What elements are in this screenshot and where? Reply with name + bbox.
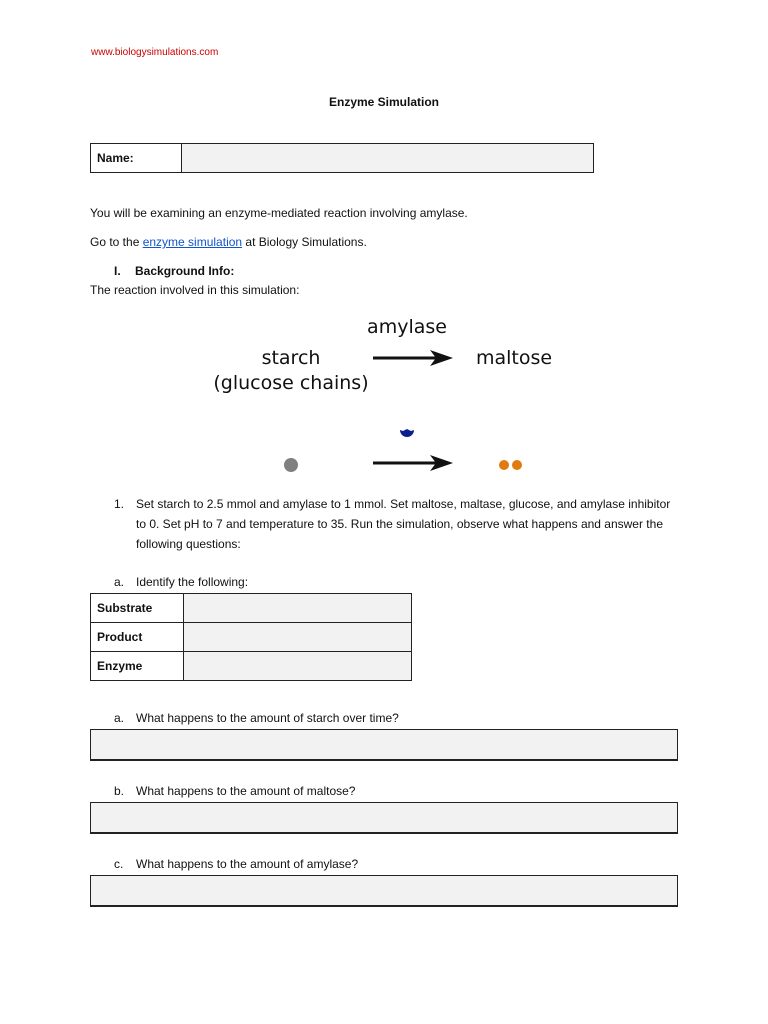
substrate-sublabel: (glucose chains) [213, 372, 369, 394]
name-field[interactable] [182, 144, 594, 173]
section-heading [114, 264, 234, 278]
table-row [91, 594, 412, 623]
subquestion-b [114, 784, 355, 798]
reaction-arrow-top [373, 350, 453, 366]
table-row [91, 652, 412, 681]
maltose-particle-1 [499, 460, 509, 470]
subquestion-b-text: What happens to the amount of maltose? [136, 784, 356, 798]
subquestion-c-text: What happens to the amount of amylase? [136, 857, 359, 871]
identify-text: Identify the following: [136, 575, 249, 589]
enzyme-label: amylase [367, 316, 447, 338]
maltose-answer-box[interactable] [90, 802, 678, 834]
substrate-label: starch [261, 347, 321, 369]
product-label: maltose [475, 347, 553, 369]
name-label: Name: [91, 144, 182, 173]
identify-table [90, 593, 412, 681]
subquestion-a-text: What happens to the amount of starch over time? [136, 711, 399, 725]
identify-number: a. [114, 575, 125, 589]
substrate-label-cell: Substrate [91, 594, 184, 623]
intro-line-2 [90, 235, 367, 249]
question-1 [114, 494, 674, 554]
intro-line-2-prefix: Go to the [90, 235, 143, 249]
maltose-particle-2 [512, 460, 522, 470]
document-title: Enzyme Simulation [328, 95, 440, 109]
subquestion-c-number: c. [114, 857, 124, 871]
question-1-number: 1. [114, 497, 125, 511]
identify-prompt [114, 575, 248, 589]
table-row [91, 623, 412, 652]
section-intro-text: The reaction involved in this simulation: [90, 283, 300, 297]
enzyme-label-cell: Enzyme [91, 652, 184, 681]
subquestion-a-number: a. [114, 711, 125, 725]
subquestion-a [114, 711, 399, 725]
subquestion-c [114, 857, 358, 871]
amylase-answer-box[interactable] [90, 875, 678, 907]
reaction-diagram [200, 308, 570, 478]
website-link[interactable]: www.biologysimulations.com [91, 47, 219, 58]
section-title: Background Info: [135, 264, 235, 278]
starch-particle [284, 458, 298, 472]
enzyme-simulation-link[interactable]: enzyme simulation [142, 235, 243, 249]
intro-line-2-suffix: at Biology Simulations. [242, 235, 367, 249]
intro-line-1: You will be examining an enzyme-mediated reaction involving amylase. [90, 206, 468, 220]
question-1-text: Set starch to 2.5 mmol and amylase to 1 mmol. Set maltose, maltase, glucose, and amylase inhibitor to 0. Set pH to 7 and temperature to 35. Run the simulation, observe what happens and answer the following questions: [136, 497, 671, 551]
amylase-particle [400, 429, 414, 437]
name-table [90, 143, 594, 173]
section-number: I. [114, 264, 121, 278]
product-answer-field[interactable] [184, 623, 412, 652]
starch-answer-box[interactable] [90, 729, 678, 761]
enzyme-answer-field[interactable] [184, 652, 412, 681]
product-label-cell: Product [91, 623, 184, 652]
subquestion-b-number: b. [114, 784, 125, 798]
substrate-answer-field[interactable] [184, 594, 412, 623]
reaction-arrow-bottom [373, 455, 453, 471]
